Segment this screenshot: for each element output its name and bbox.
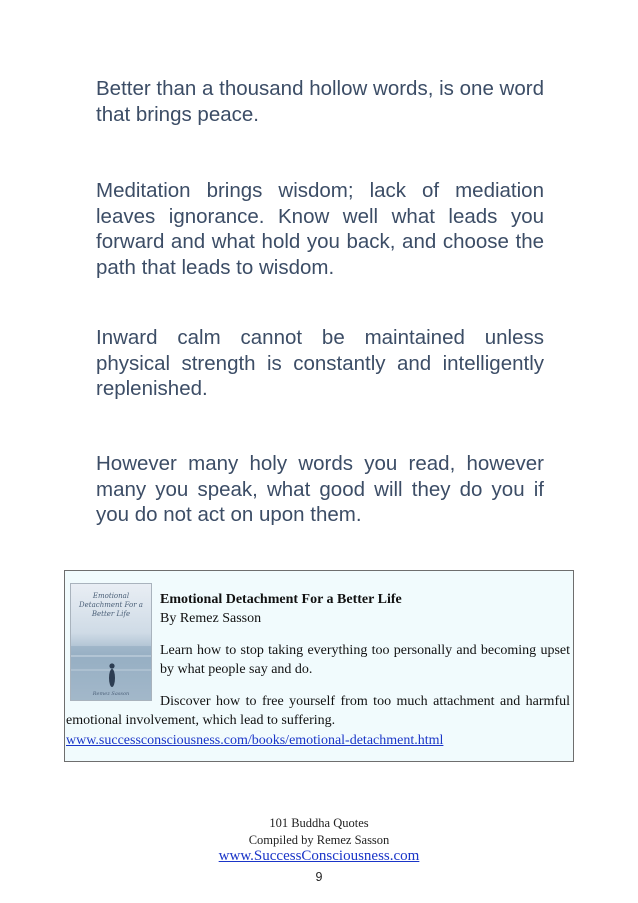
quote-3: Inward calm cannot be maintained unless physical strength is constantly and intelligently replenished.: [96, 326, 544, 400]
book-title: Emotional Detachment For a Better Life: [160, 592, 402, 607]
footer-book-title: 101 Buddha Quotes: [269, 816, 369, 830]
book-advertisement: [64, 570, 574, 762]
quote-1: Better than a thousand hollow words, is one word that brings peace.: [96, 77, 544, 126]
footer-website-text: www.SuccessConsciousness.com: [218, 848, 420, 864]
book-cover-image[interactable]: [70, 583, 152, 701]
cover-author: Remez Sasson: [92, 691, 130, 697]
quote-2: Meditation brings wisdom; lack of mediation leaves ignorance. Know well what leads you forward and what hold you back, and choose the path that leads to wisdom.: [96, 179, 544, 279]
quote-4: However many holy words you read, however many you speak, what good will they do you if you do not act on upon them.: [96, 452, 544, 526]
footer-compiled-by: Compiled by Remez Sasson: [248, 833, 390, 847]
cover-title: Emotional Detachment For a Better Life: [79, 592, 143, 618]
page-number: 9: [315, 870, 323, 884]
book-description-2: Discover how to free yourself from too much attachment and harmful emotional involvement, which lead to suffering.: [66, 694, 570, 728]
book-description-1: Learn how to stop taking everything too personally and becoming upset by what people say and do.: [160, 643, 570, 677]
book-author: By Remez Sasson: [160, 611, 262, 626]
footer-website-link[interactable]: [0, 848, 638, 865]
book-link[interactable]: www.successconsciousness.com/books/emotional-detachment.html: [66, 733, 444, 748]
